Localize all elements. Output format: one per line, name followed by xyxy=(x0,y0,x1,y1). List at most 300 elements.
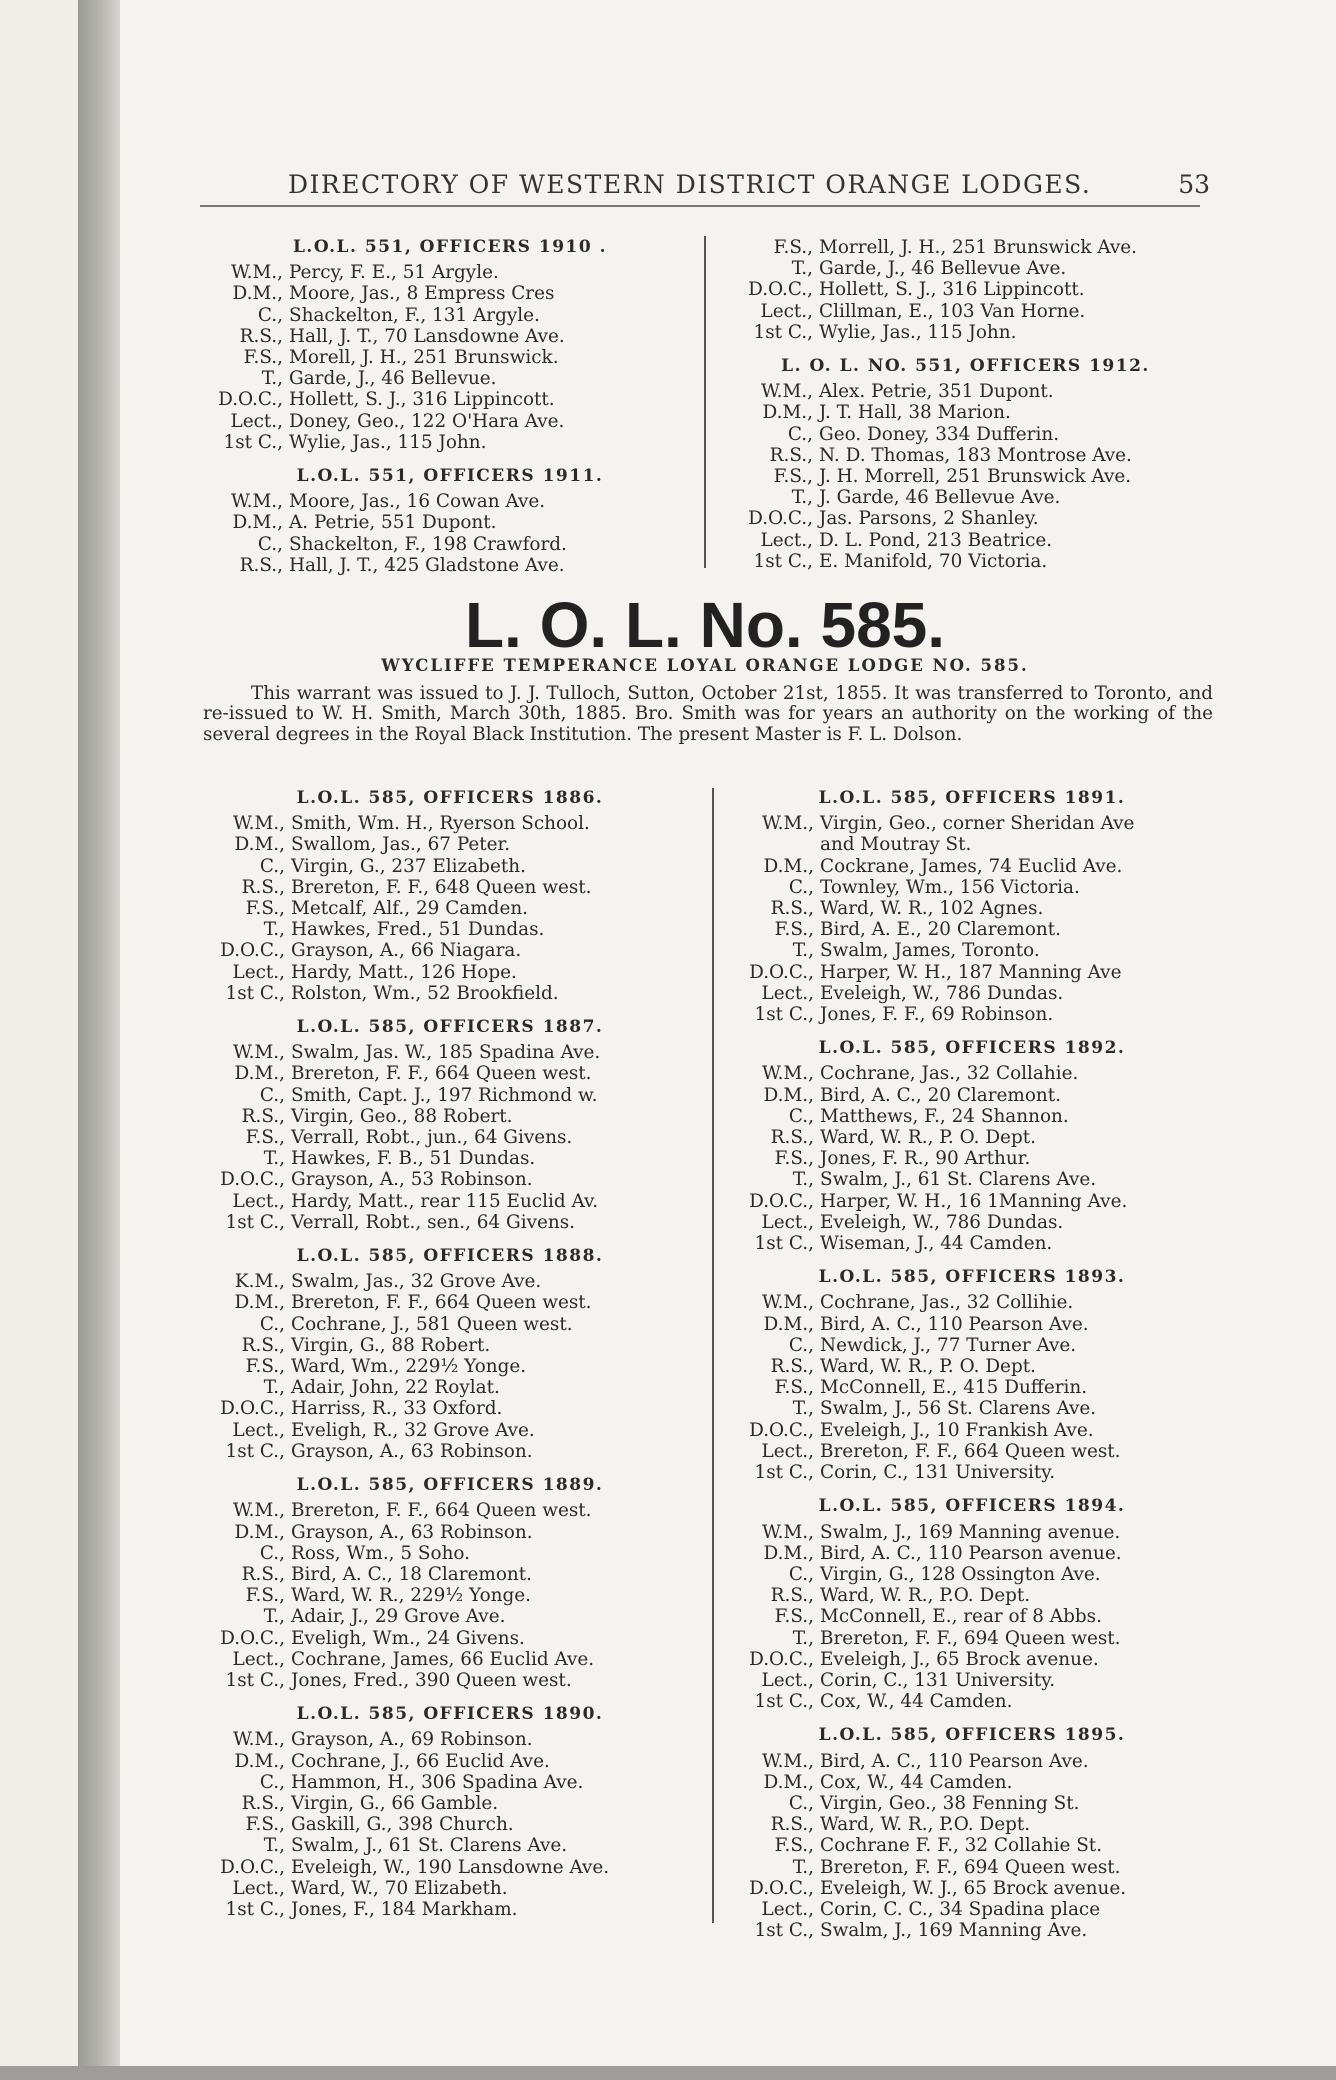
officer-entry xyxy=(722,919,1222,940)
section-heading: L.O.L. 585, OFFICERS 1886. xyxy=(296,788,604,808)
officer-name-address: Verrall, Robt., jun., 64 Givens. xyxy=(291,1127,573,1149)
officer-entry xyxy=(713,258,1218,279)
officer-title: D.O.C., xyxy=(748,508,813,530)
officer-entry xyxy=(205,262,695,283)
officer-title: F.S., xyxy=(245,898,285,920)
officer-entry xyxy=(205,834,695,855)
officer-name-address: Swallom, Jas., 67 Peter. xyxy=(291,834,511,856)
officer-title: D.O.C., xyxy=(749,1419,814,1441)
officer-entry xyxy=(722,1398,1222,1419)
officer-name-address: Swalm, Jas., 32 Grove Ave. xyxy=(291,1271,542,1293)
officer-title: F.S., xyxy=(245,1814,285,1836)
officer-entry xyxy=(722,1169,1222,1190)
officer-title: D.O.C., xyxy=(220,1169,285,1191)
officer-name-address: Cochrane, J., 581 Queen west. xyxy=(291,1313,573,1335)
officer-entry xyxy=(205,1899,695,1920)
officer-name-address: Cochrane, Jas., 32 Collahie. xyxy=(820,1063,1079,1085)
officer-name-address: Moore, Jas., 16 Cowan Ave. xyxy=(289,491,546,513)
officer-name-address: Virgin, Geo., corner Sheridan Ave xyxy=(820,813,1135,835)
officer-entry xyxy=(205,305,695,326)
officer-title: 1st C., xyxy=(225,1898,285,1920)
officer-name-address: Bird, A. C., 110 Pearson Ave. xyxy=(820,1750,1089,1772)
officer-entry xyxy=(722,1127,1222,1148)
officer-name-address: Hollett, S. J., 316 Lippincott. xyxy=(289,389,555,411)
officer-name-address: Grayson, A., 53 Robinson. xyxy=(291,1169,533,1191)
officer-entry xyxy=(205,940,695,961)
officer-name-address: Smith, Capt. J., 197 Richmond w. xyxy=(291,1084,598,1106)
officer-name-address: Eveleigh, J., 65 Brock avenue. xyxy=(820,1648,1099,1670)
officer-name-address: Swalm, James, Toronto. xyxy=(820,940,1040,962)
officer-name-address: Jas. Parsons, 2 Shanley. xyxy=(819,508,1039,530)
officer-name-address: Brereton, F. F., 664 Queen west. xyxy=(820,1440,1121,1462)
officer-entry xyxy=(713,551,1218,572)
officer-entry xyxy=(722,1462,1222,1483)
officer-entry xyxy=(722,898,1222,919)
officer-title: R.S., xyxy=(239,554,283,576)
officer-name-address: Geo. Doney, 334 Dufferin. xyxy=(819,423,1060,445)
officer-name-address: Bird, A. C., 110 Pearson Ave. xyxy=(820,1313,1089,1335)
officer-title: T., xyxy=(792,1169,814,1191)
officer-entry xyxy=(205,877,695,898)
header-rule xyxy=(200,205,1200,207)
officer-entry xyxy=(205,555,695,576)
officer-title: 1st C., xyxy=(754,1233,814,1255)
officer-entry xyxy=(205,1835,695,1856)
officer-title: Lect., xyxy=(230,410,283,432)
officer-name-address: Ward, W., 70 Elizabeth. xyxy=(291,1877,508,1899)
officer-name-address: Ward, W. R., P.O. Dept. xyxy=(820,1814,1031,1836)
officer-title: F.S., xyxy=(245,1585,285,1607)
officer-entry xyxy=(713,424,1218,445)
officers-section xyxy=(205,1704,695,1920)
officer-entry xyxy=(713,487,1218,508)
officer-entry xyxy=(722,1191,1222,1212)
officer-title: T., xyxy=(792,1627,814,1649)
officer-name-address: Virgin, G., 66 Gamble. xyxy=(291,1792,499,1814)
officer-entry xyxy=(205,1857,695,1878)
officer-title: 1st C., xyxy=(754,1004,814,1026)
officer-title: W.M., xyxy=(761,1063,814,1085)
officer-title: C., xyxy=(259,855,285,877)
officer-name-address: Ward, W. R., P. O. Dept. xyxy=(820,1127,1036,1149)
officer-name-address: McConnell, E., rear of 8 Abbs. xyxy=(820,1606,1102,1628)
section-heading: L.O.L. 551, OFFICERS 1910 . xyxy=(292,237,608,257)
officer-name-address: Bird, A. E., 20 Claremont. xyxy=(820,919,1062,941)
officer-title: W.M., xyxy=(761,1521,814,1543)
officer-entry xyxy=(205,1441,695,1462)
officer-title: R.S., xyxy=(241,1105,285,1127)
officer-name-address: Adair, John, 22 Roylat. xyxy=(291,1377,500,1399)
officer-title: 1st C., xyxy=(753,550,813,572)
officer-name-address: J. T. Hall, 38 Marion. xyxy=(819,402,1011,424)
officer-entry xyxy=(205,1271,695,1292)
officer-name-address: and Moutray St. xyxy=(820,834,972,856)
officer-entry xyxy=(722,1148,1222,1169)
officer-name-address: Brereton, F. F., 664 Queen west. xyxy=(291,1063,592,1085)
section-heading: L.O.L. 585, OFFICERS 1889. xyxy=(296,1475,604,1496)
officer-title: D.O.C., xyxy=(749,961,814,983)
officer-name-address: Swalm, J., 56 St. Clarens Ave. xyxy=(820,1398,1097,1420)
officer-entry xyxy=(722,834,1222,855)
officer-name-address: Brereton, F. F., 694 Queen west. xyxy=(820,1856,1121,1878)
officer-title: R.S., xyxy=(241,1563,285,1585)
officer-name-address: Eveligh, Wm., 24 Givens. xyxy=(291,1627,525,1649)
officer-entry xyxy=(205,347,695,368)
officer-entry xyxy=(722,1649,1222,1670)
officer-title: 1st C., xyxy=(754,1691,814,1713)
officer-name-address: Virgin, G., 88 Robert. xyxy=(291,1334,491,1356)
officer-name-address: Swalm, Jas. W., 185 Spadina Ave. xyxy=(291,1042,601,1064)
officer-name-address: Shackelton, F., 131 Argyle. xyxy=(289,304,540,326)
officer-title: 1st C., xyxy=(225,1440,285,1462)
officer-name-address: Swalm, J., 61 St. Clarens Ave. xyxy=(820,1169,1097,1191)
officer-name-address: Alex. Petrie, 351 Dupont. xyxy=(819,381,1054,403)
officer-entry xyxy=(722,1772,1222,1793)
officer-entry xyxy=(205,368,695,389)
officer-name-address: Hammon, H., 306 Spadina Ave. xyxy=(291,1771,584,1793)
officers-section xyxy=(722,788,1222,1025)
officer-entry xyxy=(205,983,695,1004)
officer-name-address: Adair, J., 29 Grove Ave. xyxy=(291,1606,506,1628)
officer-name-address: Newdick, J., 77 Turner Ave. xyxy=(820,1334,1077,1356)
officer-title: D.M., xyxy=(762,402,813,424)
officer-entry xyxy=(205,1606,695,1627)
officer-name-address: Percy, F. E., 51 Argyle. xyxy=(289,262,499,284)
officer-entry xyxy=(722,1377,1222,1398)
officer-title: D.O.C., xyxy=(749,1648,814,1670)
officer-title: Lect., xyxy=(232,1419,285,1441)
officer-entry xyxy=(205,326,695,347)
lodge-title: L. O. L. No. 585. xyxy=(464,589,946,661)
officer-name-address: Grayson, A., 66 Niagara. xyxy=(291,940,522,962)
officer-name-address: Bird, A. C., 18 Claremont. xyxy=(291,1563,533,1585)
officer-entry xyxy=(722,1063,1222,1084)
officer-entry xyxy=(722,962,1222,983)
officer-name-address: Eveleigh, J., 10 Frankish Ave. xyxy=(820,1419,1094,1441)
officer-name-address: Cockrane, James, 74 Euclid Ave. xyxy=(820,855,1123,877)
officer-entry xyxy=(722,1335,1222,1356)
officer-name-address: E. Manifold, 70 Victoria. xyxy=(819,550,1048,572)
officer-entry xyxy=(205,1085,695,1106)
officer-name-address: Cochrane, James, 66 Euclid Ave. xyxy=(291,1648,595,1670)
officer-name-address: Virgin, G., 128 Ossington Ave. xyxy=(820,1563,1101,1585)
officer-title: F.S., xyxy=(243,347,283,369)
officer-title: C., xyxy=(257,304,283,326)
officer-title: 1st C., xyxy=(753,321,813,343)
section-heading: L. O. L. NO. 551, OFFICERS 1912. xyxy=(781,356,1150,377)
officer-title: T., xyxy=(792,1398,814,1420)
officer-title: T., xyxy=(263,1377,285,1399)
officer-title: F.S., xyxy=(774,919,814,941)
officer-title: F.S., xyxy=(773,466,813,488)
officer-entry xyxy=(205,411,695,432)
officer-name-address: Cox, W., 44 Camden. xyxy=(820,1691,1013,1713)
top-left-column xyxy=(205,237,695,576)
officer-entry xyxy=(205,1793,695,1814)
officers-section xyxy=(205,237,695,453)
officer-entry xyxy=(722,1606,1222,1627)
officer-name-address: Rolston, Wm., 52 Brookfield. xyxy=(291,982,559,1004)
officer-name-address: Wiseman, J., 44 Camden. xyxy=(820,1233,1053,1255)
officer-name-address: Doney, Geo., 122 O'Hara Ave. xyxy=(289,410,565,432)
officer-title: D.O.C., xyxy=(220,1856,285,1878)
officer-name-address: Bird, A. C., 20 Claremont. xyxy=(820,1084,1062,1106)
officer-title: D.O.C., xyxy=(748,279,813,301)
officer-name-address: Morell, J. H., 251 Brunswick. xyxy=(289,347,559,369)
officer-title: C., xyxy=(259,1542,285,1564)
officer-title: D.M., xyxy=(232,283,283,305)
officer-entry xyxy=(205,1543,695,1564)
officer-entry xyxy=(713,445,1218,466)
officers-section xyxy=(205,788,695,1004)
officer-entry xyxy=(205,962,695,983)
officer-entry xyxy=(722,983,1222,1004)
officer-name-address: Hardy, Matt., 126 Hope. xyxy=(291,961,517,983)
officer-title: F.S., xyxy=(774,1835,814,1857)
officer-name-address: Swalm, J., 169 Manning Ave. xyxy=(820,1920,1088,1942)
officer-entry xyxy=(722,1085,1222,1106)
officer-entry xyxy=(205,919,695,940)
officer-entry xyxy=(205,512,695,533)
header-title: DIRECTORY OF WESTERN DISTRICT ORANGE LODGES. xyxy=(288,170,1092,199)
officers-section xyxy=(722,1725,1222,1941)
officer-name-address: Eveleigh, W., 786 Dundas. xyxy=(820,1211,1064,1233)
officer-entry xyxy=(205,1314,695,1335)
officer-title: D.M., xyxy=(763,1084,814,1106)
officer-name-address: Corin, C. C., 34 Spadina place xyxy=(820,1898,1101,1920)
officer-name-address: Matthews, F., 24 Shannon. xyxy=(820,1105,1069,1127)
officer-entry xyxy=(205,432,695,453)
officer-title: 1st C., xyxy=(225,1669,285,1691)
officer-title: 1st C., xyxy=(754,1920,814,1942)
officer-title: D.M., xyxy=(763,1313,814,1335)
officer-name-address: Virgin, Geo., 88 Robert. xyxy=(291,1105,513,1127)
officers-section xyxy=(722,1267,1222,1483)
officer-title: D.M., xyxy=(234,1521,285,1543)
officer-name-address: Brereton, F. F., 694 Queen west. xyxy=(820,1627,1121,1649)
officer-title: W.M., xyxy=(761,1292,814,1314)
officer-entry xyxy=(722,1564,1222,1585)
officer-name-address: Virgin, G., 237 Elizabeth. xyxy=(291,855,526,877)
officer-title: Lect., xyxy=(761,1898,814,1920)
officer-entry xyxy=(205,1063,695,1084)
officer-entry xyxy=(722,1920,1222,1941)
officer-title: W.M., xyxy=(761,813,814,835)
officer-name-address: Morrell, J. H., 251 Brunswick Ave. xyxy=(819,237,1137,258)
officer-name-address: Eveleigh, W. J., 65 Brock avenue. xyxy=(820,1877,1127,1899)
officer-name-address: Jones, F. F., 69 Robinson. xyxy=(820,1004,1054,1026)
officer-entry xyxy=(722,1628,1222,1649)
officer-title: C., xyxy=(788,1105,814,1127)
officer-title: W.M., xyxy=(760,381,813,403)
officer-title: D.O.C., xyxy=(749,1877,814,1899)
officer-name-address: Jones, Fred., 390 Queen west. xyxy=(291,1669,572,1691)
officer-title: C., xyxy=(259,1313,285,1335)
officer-name-address: Ross, Wm., 5 Soho. xyxy=(291,1542,471,1564)
officer-title: Lect., xyxy=(760,300,813,322)
officer-name-address: Clillman, E., 103 Van Horne. xyxy=(819,300,1086,322)
officer-title: F.S., xyxy=(245,1356,285,1378)
officer-title: F.S., xyxy=(774,1148,814,1170)
officer-title: D.M., xyxy=(232,512,283,534)
officer-entry xyxy=(205,1042,695,1063)
officer-title: R.S., xyxy=(239,325,283,347)
officer-name-address: Verrall, Robt., sen., 64 Givens. xyxy=(291,1211,576,1233)
scan-bottom-edge xyxy=(0,2066,1336,2080)
officer-name-address: Corin, C., 131 University. xyxy=(820,1669,1056,1691)
section-heading: L.O.L. 585, OFFICERS 1892. xyxy=(818,1038,1126,1059)
lodge-subtitle: WYCLIFFE TEMPERANCE LOYAL ORANGE LODGE NO. 585. xyxy=(381,656,1029,675)
officer-entry xyxy=(205,1148,695,1169)
officer-entry xyxy=(205,1212,695,1233)
officer-title: D.M., xyxy=(763,1771,814,1793)
officer-entry xyxy=(722,1356,1222,1377)
officer-entry xyxy=(722,877,1222,898)
officer-entry xyxy=(722,1004,1222,1025)
officer-title: D.M., xyxy=(234,834,285,856)
officer-entry xyxy=(205,1420,695,1441)
officer-title: W.M., xyxy=(761,1750,814,1772)
officer-name-address: Corin, C., 131 University. xyxy=(820,1462,1056,1484)
section-heading: L.O.L. 585, OFFICERS 1895. xyxy=(818,1725,1126,1746)
officer-entry xyxy=(205,1500,695,1521)
officer-name-address: Bird, A. C., 110 Pearson avenue. xyxy=(820,1542,1122,1564)
officer-entry xyxy=(205,1751,695,1772)
officer-name-address: Shackelton, F., 198 Crawford. xyxy=(289,533,567,555)
officer-name-address: Moore, Jas., 8 Empress Cres xyxy=(289,283,555,305)
officer-entry xyxy=(205,1564,695,1585)
officer-name-address: J. H. Morrell, 251 Brunswick Ave. xyxy=(819,466,1132,488)
officer-title: D.O.C., xyxy=(220,1398,285,1420)
page-number: 53 xyxy=(1178,170,1210,199)
officer-title: W.M., xyxy=(232,1729,285,1751)
officer-title: F.S., xyxy=(774,1606,814,1628)
page-margin xyxy=(0,0,78,2080)
officer-entry xyxy=(205,491,695,512)
section-heading: L.O.L. 585, OFFICERS 1888. xyxy=(296,1246,604,1267)
officer-entry xyxy=(205,389,695,410)
officer-entry xyxy=(722,940,1222,961)
officer-title: C., xyxy=(259,1084,285,1106)
officer-name-address: Hall, J. T., 425 Gladstone Ave. xyxy=(289,554,565,576)
officer-title: C., xyxy=(259,1771,285,1793)
officer-entry xyxy=(722,1814,1222,1835)
officer-title: T., xyxy=(791,487,813,509)
officer-name-address: Grayson, A., 63 Robinson. xyxy=(291,1521,533,1543)
officer-entry xyxy=(713,322,1218,343)
officer-title: Lect., xyxy=(761,1211,814,1233)
officer-entry xyxy=(205,1628,695,1649)
officer-title: Lect., xyxy=(232,1190,285,1212)
officer-name-address: D. L. Pond, 213 Beatrice. xyxy=(819,529,1053,551)
officer-name-address: Virgin, Geo., 38 Fenning St. xyxy=(820,1792,1080,1814)
officer-title: C., xyxy=(788,876,814,898)
officer-name-address: Swalm, J., 169 Manning avenue. xyxy=(820,1521,1121,1543)
officer-entry xyxy=(722,813,1222,834)
officer-name-address: Ward, W. R., 102 Agnes. xyxy=(820,898,1044,920)
officer-entry xyxy=(722,1793,1222,1814)
officer-title: F.S., xyxy=(773,237,813,258)
officer-name-address: Cochrane, J., 66 Euclid Ave. xyxy=(291,1750,550,1772)
officer-title: W.M., xyxy=(232,1500,285,1522)
officer-name-address: Harriss, R., 33 Oxford. xyxy=(291,1398,503,1420)
officer-entry xyxy=(722,1878,1222,1899)
officer-title: D.O.C., xyxy=(218,389,283,411)
officer-name-address: Townley, Wm., 156 Victoria. xyxy=(820,876,1080,898)
officer-title: F.S., xyxy=(774,1377,814,1399)
book-binding-shadow xyxy=(78,0,120,2080)
section-heading: L.O.L. 585, OFFICERS 1893. xyxy=(818,1267,1126,1288)
officer-name-address: Grayson, A., 69 Robinson. xyxy=(291,1729,533,1751)
officer-entry xyxy=(205,1585,695,1606)
officers-section xyxy=(713,237,1218,343)
top-right-column xyxy=(713,237,1218,572)
officer-title: T., xyxy=(792,1856,814,1878)
officer-entry xyxy=(722,1835,1222,1856)
officer-entry xyxy=(205,1729,695,1750)
officer-name-address: Cox, W., 44 Camden. xyxy=(820,1771,1013,1793)
officer-title: T., xyxy=(263,1606,285,1628)
officers-section xyxy=(205,466,695,576)
officer-title: K.M., xyxy=(234,1271,285,1293)
officer-entry xyxy=(722,1691,1222,1712)
officer-entry xyxy=(205,1335,695,1356)
officer-name-address: Metcalf, Alf., 29 Camden. xyxy=(291,898,529,920)
officer-title: Lect., xyxy=(232,1648,285,1670)
officers-section xyxy=(722,1038,1222,1254)
officer-title: Lect., xyxy=(760,529,813,551)
officer-entry xyxy=(205,283,695,304)
officer-title: D.O.C., xyxy=(220,1627,285,1649)
officer-entry xyxy=(205,534,695,555)
officer-title: T., xyxy=(791,258,813,280)
officer-name-address: Hardy, Matt., rear 115 Euclid Av. xyxy=(291,1190,599,1212)
officers-section xyxy=(205,1246,695,1462)
officer-name-address: Eveleigh, W., 786 Dundas. xyxy=(820,982,1064,1004)
officers-section xyxy=(722,1496,1222,1712)
officers-section xyxy=(713,356,1218,572)
officer-entry xyxy=(722,1522,1222,1543)
officer-name-address: Brereton, F. F., 664 Queen west. xyxy=(291,1500,592,1522)
officer-title: T., xyxy=(263,1148,285,1170)
officer-entry xyxy=(713,381,1218,402)
officer-title: W.M., xyxy=(230,262,283,284)
officer-name-address: Brereton, F. F., 664 Queen west. xyxy=(291,1292,592,1314)
officer-name-address: Eveligh, R., 32 Grove Ave. xyxy=(291,1419,535,1441)
officer-title: D.M., xyxy=(234,1063,285,1085)
officer-name-address: Smith, Wm. H., Ryerson School. xyxy=(291,813,590,835)
officer-entry xyxy=(205,1878,695,1899)
officer-name-address: Hawkes, F. B., 51 Dundas. xyxy=(291,1148,536,1170)
officer-entry xyxy=(722,1670,1222,1691)
officer-entry xyxy=(722,1420,1222,1441)
officer-title xyxy=(722,834,820,855)
officer-title: 1st C., xyxy=(225,982,285,1004)
officer-name-address: Swalm, J., 61 St. Clarens Ave. xyxy=(291,1835,568,1857)
bottom-left-column xyxy=(205,788,695,1920)
officer-entry xyxy=(713,237,1218,258)
officer-name-address: Cochrane F. F., 32 Collahie St. xyxy=(820,1835,1103,1857)
officer-title: W.M., xyxy=(232,1042,285,1064)
officer-name-address: Cochrane, Jas., 32 Collihie. xyxy=(820,1292,1074,1314)
officer-title: R.S., xyxy=(241,876,285,898)
officer-entry xyxy=(722,1899,1222,1920)
officer-entry xyxy=(713,530,1218,551)
officer-name-address: Jones, F. R., 90 Arthur. xyxy=(820,1148,1031,1170)
officer-title: D.M., xyxy=(234,1292,285,1314)
officer-title: C., xyxy=(257,533,283,555)
officer-entry xyxy=(722,1212,1222,1233)
